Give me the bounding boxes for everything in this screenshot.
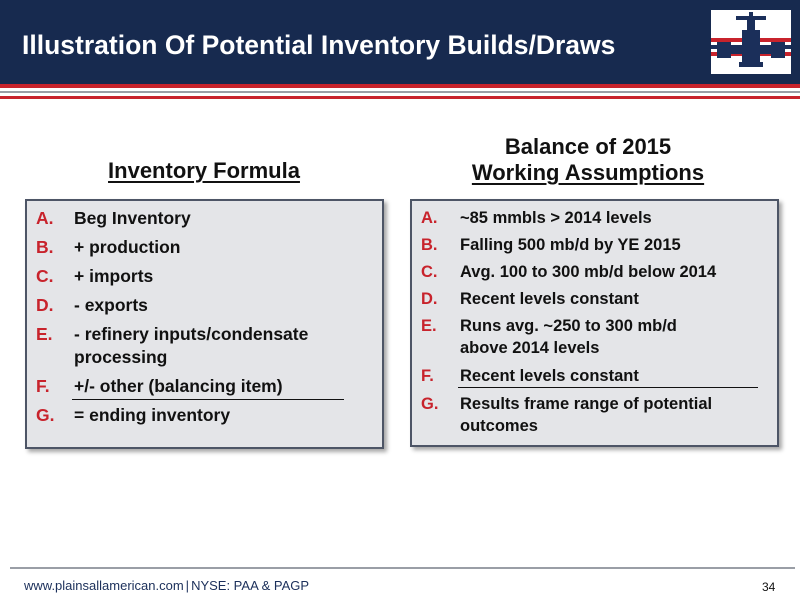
item-letter: E.	[421, 317, 437, 335]
ticker-text: NYSE: PAA & PAGP	[191, 578, 310, 593]
item-text: Recent levels constant	[460, 290, 639, 308]
list-item	[36, 375, 366, 398]
list-item	[421, 234, 766, 257]
item-text-line2: outcomes	[460, 417, 538, 435]
header-bar	[0, 0, 800, 84]
list-item	[36, 236, 366, 259]
sum-divider-line	[72, 399, 344, 400]
item-text: - exports	[74, 295, 148, 315]
list-item	[36, 207, 366, 230]
item-letter: D.	[421, 290, 438, 308]
item-letter: A.	[421, 209, 438, 227]
item-letter: B.	[421, 236, 438, 254]
item-text-line2: above 2014 levels	[460, 339, 600, 357]
item-text: + imports	[74, 266, 154, 286]
item-letter: C.	[421, 263, 438, 281]
item-letter: B.	[36, 237, 54, 257]
inventory-formula-heading: Inventory Formula	[108, 158, 300, 183]
item-text-line1: - refinery inputs/condensate	[74, 324, 309, 344]
list-item	[421, 365, 766, 388]
working-assumptions-heading-line2: Working Assumptions	[471, 160, 705, 185]
item-letter: A.	[36, 208, 54, 228]
item-text: +/- other (balancing item)	[74, 376, 283, 396]
item-text: Beg Inventory	[74, 208, 191, 228]
item-text: + production	[74, 237, 181, 257]
list-item	[421, 207, 766, 230]
list-item	[421, 261, 766, 284]
header-stripe-red	[0, 96, 800, 99]
page-number: 34	[762, 580, 776, 594]
footer-divider	[10, 567, 795, 569]
list-item	[36, 323, 366, 369]
valve-icon	[711, 10, 791, 74]
working-assumptions-heading-line1: Balance of 2015	[504, 134, 672, 159]
website-link[interactable]: www.plainsallamerican.com	[24, 578, 184, 593]
item-text: = ending inventory	[74, 405, 231, 425]
item-letter: D.	[36, 295, 54, 315]
list-item	[421, 288, 766, 311]
item-text-line2: processing	[74, 347, 168, 367]
item-letter: C.	[36, 266, 54, 286]
list-item	[421, 393, 766, 439]
item-letter: E.	[36, 324, 53, 344]
item-text: Falling 500 mb/d by YE 2015	[460, 236, 681, 254]
item-letter: F.	[36, 376, 50, 396]
slide-title: Illustration Of Potential Inventory Builds/Draws	[22, 30, 616, 60]
list-item	[36, 294, 366, 317]
list-item	[421, 315, 766, 361]
item-letter: G.	[421, 395, 439, 413]
item-text: ~85 mmbls > 2014 levels	[460, 209, 652, 227]
company-logo	[711, 10, 791, 74]
item-text-line1: Results frame range of potential	[460, 395, 713, 413]
inventory-formula-panel	[25, 199, 384, 449]
item-letter: G.	[36, 405, 55, 425]
item-text: Recent levels constant	[460, 367, 639, 385]
working-assumptions-panel	[410, 199, 779, 447]
item-letter: F.	[421, 367, 434, 385]
sum-divider-line	[458, 387, 758, 388]
footer-separator: |	[185, 578, 190, 593]
item-text-line1: Runs avg. ~250 to 300 mb/d	[460, 317, 677, 335]
list-item	[36, 265, 366, 288]
list-item	[36, 404, 366, 427]
footer-text	[24, 578, 309, 593]
item-text: Avg. 100 to 300 mb/d below 2014	[460, 263, 717, 281]
